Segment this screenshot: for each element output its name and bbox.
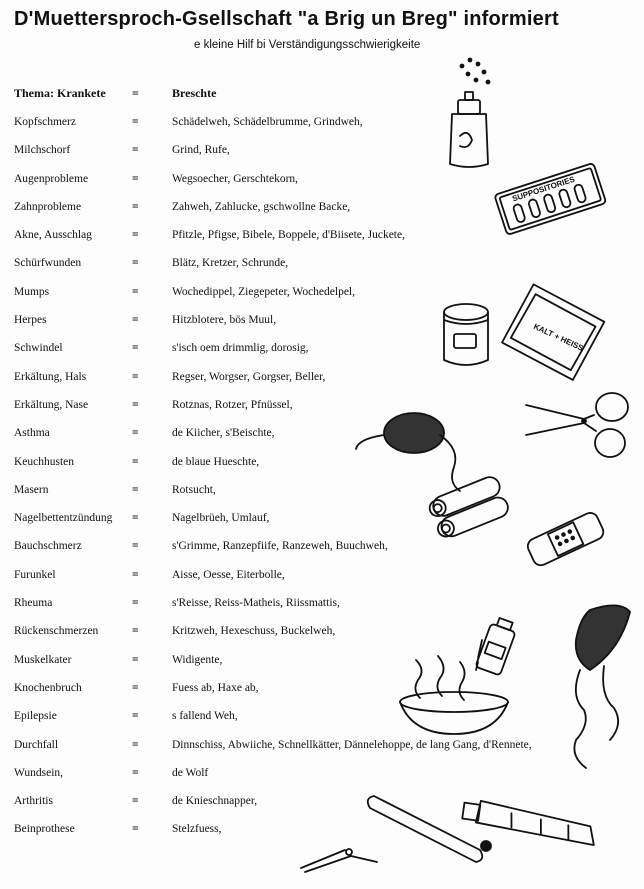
- equals-sign: =: [132, 766, 139, 779]
- dialect-terms: Wegsoecher, Gerschtekorn,: [172, 172, 299, 185]
- equals-sign: =: [132, 116, 139, 128]
- term: Rheuma: [14, 597, 53, 610]
- term: Augenprobleme: [14, 172, 89, 185]
- equals-sign: =: [132, 823, 139, 836]
- term: Arthritis: [14, 795, 53, 808]
- equals-sign: =: [132, 568, 139, 581]
- equals-sign: =: [132, 144, 139, 157]
- term: Erkältung, Nase: [14, 398, 89, 411]
- equals-sign: =: [132, 653, 139, 666]
- equals-sign: =: [132, 540, 139, 553]
- table-row: [14, 739, 634, 767]
- dialect-terms: Wochedippel, Ziegepeter, Wochedelpel,: [172, 285, 355, 298]
- equals-sign: =: [132, 597, 139, 610]
- dialect-terms: s fallend Weh,: [172, 710, 238, 723]
- equals-sign: =: [132, 512, 139, 525]
- dialect-terms: de blaue Hueschte,: [172, 455, 260, 468]
- table-row: [14, 682, 634, 710]
- page-title: D'Muettersproch-Gsellschaft "a Brig un Breg" informiert: [14, 8, 559, 30]
- equals-sign: =: [132, 795, 139, 808]
- ointment-tube-illustration: [450, 790, 610, 860]
- scissors-illustration: [522, 385, 634, 465]
- equals-sign: =: [132, 342, 139, 355]
- term: Asthma: [14, 427, 50, 440]
- term: Knochenbruch: [14, 681, 82, 694]
- equals-sign: =: [132, 710, 139, 723]
- term: Keuchhusten: [14, 455, 75, 468]
- term: Erkältung, Hals: [14, 370, 87, 383]
- term: Zahnprobleme: [14, 200, 82, 213]
- dialect-terms: Hitzblotere, bös Muul,: [172, 314, 277, 327]
- term: Nagelbettentzündung: [14, 512, 113, 525]
- equals-sign: =: [132, 257, 139, 270]
- table-row: [14, 116, 634, 144]
- term: Bauchschmerz: [14, 540, 82, 553]
- equals-sign: =: [132, 200, 139, 213]
- equals-sign: =: [132, 172, 139, 185]
- dialect-terms: Aisse, Oesse, Eiterbolle,: [172, 568, 285, 581]
- column-header-equals: =: [132, 86, 139, 100]
- dialect-terms: Rotznas, Rotzer, Pfnüssel,: [172, 398, 293, 411]
- plaster-illustration: [524, 505, 608, 575]
- term: Schwindel: [14, 342, 63, 355]
- term: Kopfschmerz: [14, 116, 76, 128]
- page-subtitle: e kleine Hilf bi Verständigungsschwierigkeite: [194, 39, 421, 51]
- term: Muskelkater: [14, 653, 72, 666]
- equals-sign: =: [132, 370, 139, 383]
- term: Wundsein,: [14, 766, 64, 779]
- dialect-terms: Fuess ab, Haxe ab,: [172, 681, 259, 694]
- equals-sign: =: [132, 427, 139, 440]
- compress-pack-illustration: [505, 288, 605, 378]
- term: Epilepsie: [14, 710, 57, 723]
- equals-sign: =: [132, 483, 139, 496]
- dialect-terms: Stelzfuess,: [172, 823, 222, 836]
- dialect-terms: Pfitzle, Pfigse, Bibele, Boppele, d'Biisete, Juckete,: [172, 229, 405, 242]
- dialect-terms: Blätz, Kretzer, Schrunde,: [172, 257, 289, 270]
- dialect-terms: Nagelbrüeh, Umlauf,: [172, 512, 270, 525]
- suppository-pack-illustration: [490, 158, 610, 238]
- table-row: [14, 710, 634, 738]
- equals-sign: =: [132, 738, 139, 751]
- table-row: [14, 597, 634, 625]
- dialect-terms: de Kiicher, s'Beischte,: [172, 427, 275, 440]
- term: Schürfwunden: [14, 257, 82, 270]
- term: Herpes: [14, 314, 47, 327]
- term: Milchschorf: [14, 144, 71, 157]
- term: Beinprothese: [14, 823, 75, 836]
- table-row: [14, 257, 634, 285]
- dialect-terms: Widigente,: [172, 653, 223, 666]
- term: Durchfall: [14, 738, 59, 751]
- dialect-terms: Regser, Worgser, Gorgser, Beller,: [172, 370, 326, 383]
- term: Masern: [14, 483, 49, 496]
- column-header-dialect: Breschte: [172, 86, 217, 100]
- term: Rückenschmerzen: [14, 625, 99, 638]
- steaming-bowl-illustration: [396, 650, 516, 740]
- term: Furunkel: [14, 568, 56, 581]
- brush-illustration: [560, 600, 636, 770]
- column-header-topic: Thema: Krankete: [14, 86, 106, 100]
- dialect-terms: s'Reisse, Reiss-Matheis, Riissmattis,: [172, 597, 340, 610]
- dialect-terms: Zahweh, Zahlucke, gschwollne Backe,: [172, 200, 351, 213]
- equals-sign: =: [132, 681, 139, 694]
- equals-sign: =: [132, 314, 139, 327]
- dialect-terms: de Wolf: [172, 766, 209, 779]
- ointment-jar-illustration: [440, 300, 492, 372]
- equals-sign: =: [132, 398, 139, 411]
- dialect-terms: de Knieschnapper,: [172, 795, 258, 808]
- tweezers-illustration: [295, 838, 395, 878]
- dialect-terms: s'isch oem drimmlig, dorosig,: [172, 342, 309, 355]
- compress-label: KALT + HEISS: [532, 321, 585, 353]
- suppository-label: SUPPOSITORIES: [511, 174, 576, 204]
- equals-sign: =: [132, 455, 139, 468]
- dialect-terms: Grind, Rufe,: [172, 144, 230, 157]
- bandage-rolls-illustration: [420, 468, 520, 548]
- dialect-terms: Rotsucht,: [172, 483, 216, 496]
- table-row: [14, 625, 634, 653]
- dialect-terms: Kritzweh, Hexeschuss, Buckelweh,: [172, 625, 336, 638]
- equals-sign: =: [132, 229, 139, 242]
- spray-bottle-illustration: [438, 52, 498, 172]
- equals-sign: =: [132, 285, 139, 298]
- table-row: [14, 654, 634, 682]
- dialect-terms: Schädelweh, Schädelbrumme, Grindweh,: [172, 116, 363, 128]
- equals-sign: =: [132, 625, 139, 638]
- dialect-terms: s'Grimme, Ranzepfiife, Ranzeweh, Buuchweh,: [172, 540, 388, 553]
- term: Mumps: [14, 285, 50, 298]
- term: Akne, Ausschlag: [14, 229, 92, 242]
- dialect-terms: Dinnschiss, Abwiiche, Schnellkätter, Dännelehoppe, de lang Gang, d'Rennete,: [172, 738, 532, 751]
